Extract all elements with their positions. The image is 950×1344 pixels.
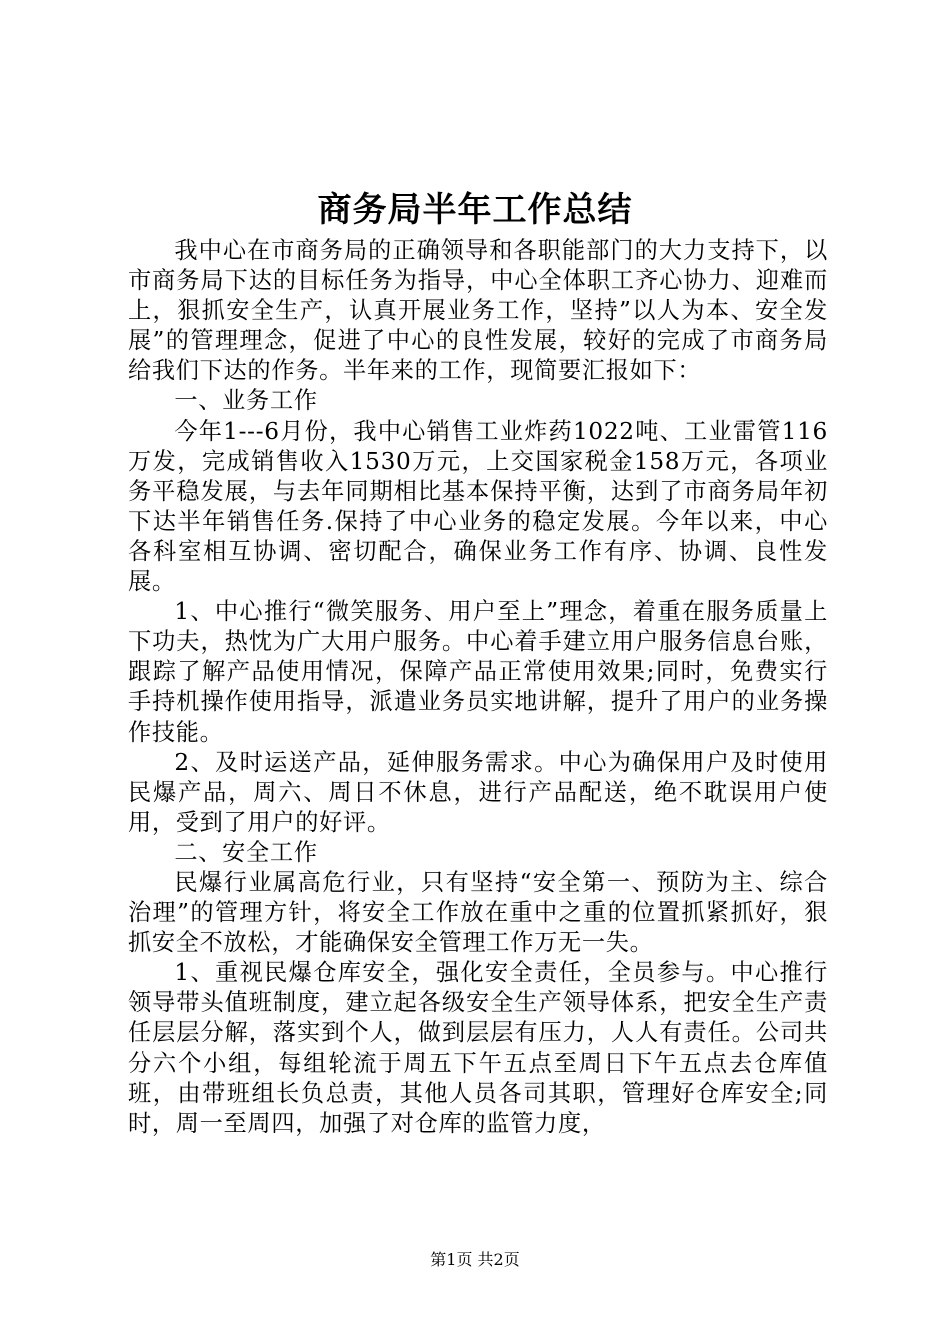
paragraph-business-item-2: 2、及时运送产品，延伸服务需求。中心为确保用户及时使用民爆产品，周六、周日不休息，进行产品配送，绝不耽误用户使用，受到了用户的好评。 (128, 748, 828, 836)
document-body (128, 236, 828, 1139)
paragraph-business-item-1: 1、中心推行“微笑服务、用户至上”理念，着重在服务质量上下功夫，热忱为广大用户服务。中心着手建立用户服务信息台账，跟踪了解产品使用情况，保障产品正常使用效果;同时，免费实行手持机操作使用指导，派遣业务员实地讲解，提升了用户的业务操作技能。 (128, 598, 828, 746)
paragraph-intro: 我中心在市商务局的正确领导和各职能部门的大力支持下，以市商务局下达的目标任务为指导，中心全体职工齐心协力、迎难而上，狠抓安全生产，认真开展业务工作，坚持”以人为本、安全发展”的管理理念，促进了中心的良性发展，较好的完成了市商务局给我们下达的作务。半年来的工作，现简要汇报如下： (128, 237, 828, 385)
paragraph-safety-summary: 民爆行业属高危行业，只有坚持“安全第一、预防为主、综合治理”的管理方针，将安全工作放在重中之重的位置抓紧抓好，狠抓安全不放松，才能确保安全管理工作万无一失。 (128, 868, 828, 957)
section-heading-business: 一、业务工作 (174, 387, 318, 415)
page-footer: 第1页 共2页 (430, 1250, 520, 1269)
document-title: 商务局半年工作总结 (317, 190, 633, 230)
paragraph-safety-item-1: 1、重视民爆仓库安全，强化安全责任，全员参与。中心推行领导带头值班制度，建立起各级安全生产领导体系，把安全生产责任层层分解，落实到个人，做到层层有压力，人人有责任。公司共分六个小组，每组轮流于周五下午五点至周日下午五点去仓库值班，由带班组长负总责，其他人员各司其职，管理好仓库安全;同时，周一至周四，加强了对仓库的监管力度， (128, 959, 828, 1137)
paragraph-business-summary: 今年1---6月份，我中心销售工业炸药1022吨、工业雷管116万发，完成销售收入1530万元，上交国家税金158万元，各项业务平稳发展，与去年同期相比基本保持平衡，达到了市商务局年初下达半年销售任务.保持了中心业务的稳定发展。今年以来，中心各科室相互协调、密切配合，确保业务工作有序、协调、良性发展。 (128, 417, 828, 596)
section-heading-safety: 二、安全工作 (174, 838, 318, 866)
